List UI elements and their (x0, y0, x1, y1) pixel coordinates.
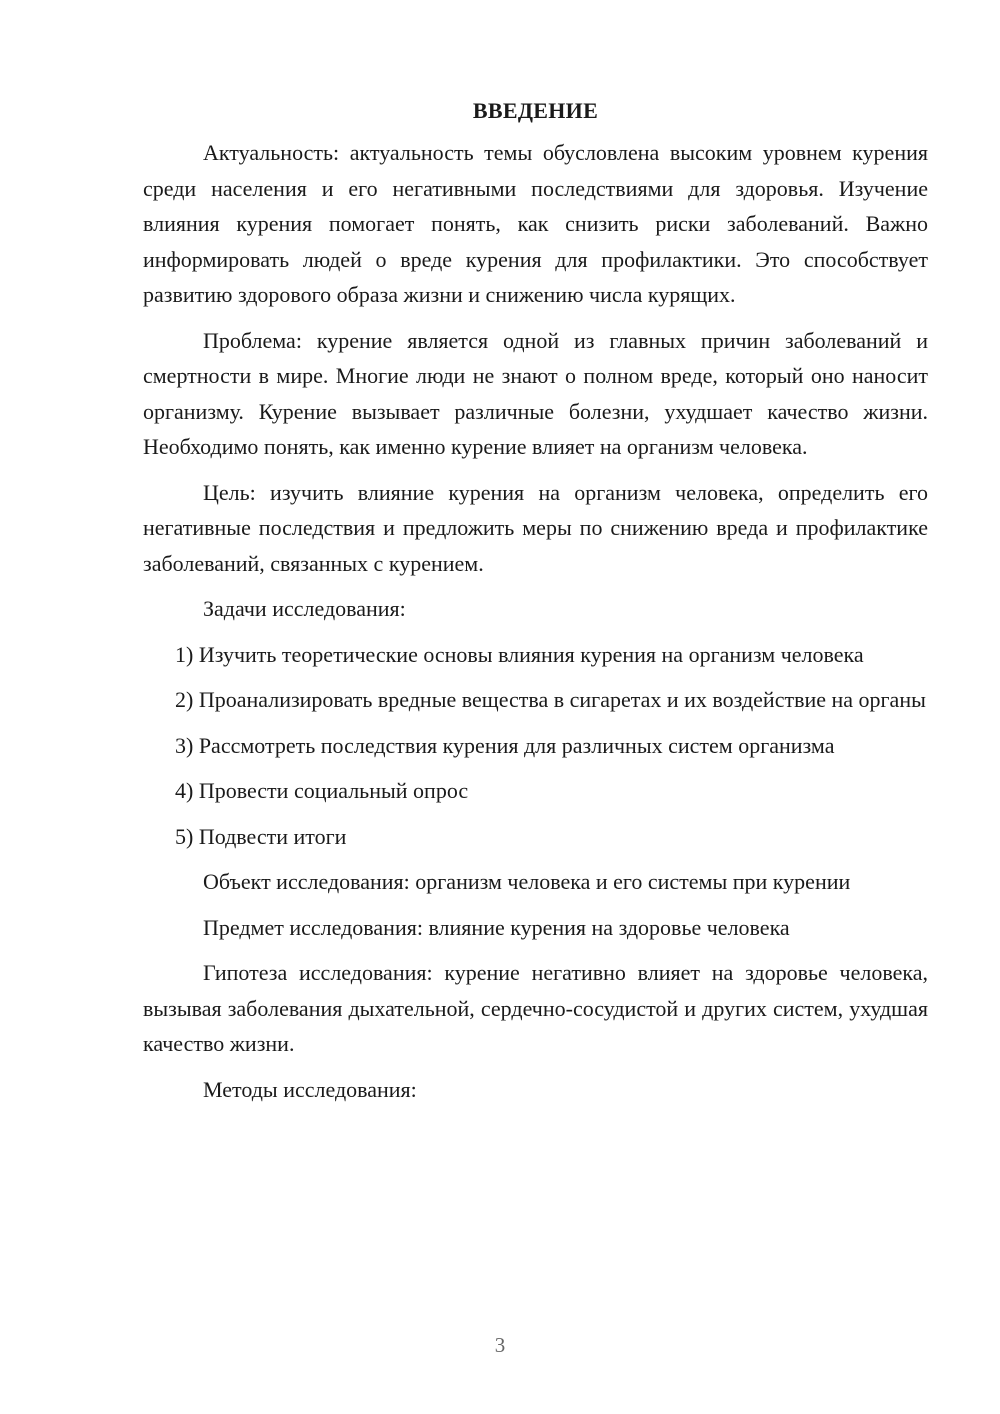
paragraph-hypothesis: Гипотеза исследования: курение негативно влияет на здоровье человека, вызывая заболевания дыхательной, сердечно-сосудистой и других систем, ухудшая качество жизни. (143, 960, 928, 1056)
task-item-1: 1) Изучить теоретические основы влияния курения на организм человека (175, 641, 864, 667)
task-item-5: 5) Подвести итоги (175, 823, 347, 849)
section-title: ВВЕДЕНИЕ (472, 98, 599, 123)
paragraph-object: Объект исследования: организм человека и его системы при курении (203, 869, 851, 894)
paragraph-relevance: Актуальность: актуальность темы обусловлена высоким уровнем курения среди населения и его негативными последствиями для здоровья. Изучение влияния курения помогает понять, как снизить риски заболеваний. Важно информировать людей о вреде курения для профилактики. Это способствует развитию здорового образа жизни и снижению числа курящих. (143, 140, 928, 307)
document-body (143, 92, 928, 1117)
task-item-2: 2) Проанализировать вредные вещества в сигаретах и их воздействие на органы (175, 687, 926, 712)
paragraph-subject: Предмет исследования: влияние курения на здоровье человека (203, 914, 790, 940)
task-item-4: 4) Провести социальный опрос (175, 778, 469, 803)
paragraph-methods: Методы исследования: (203, 1076, 417, 1102)
task-item-3: 3) Рассмотреть последствия курения для различных систем организма (175, 732, 835, 758)
page-number: 3 (494, 1333, 506, 1357)
paragraph-problem: Проблема: курение является одной из главных причин заболеваний и смертности в мире. Многие люди не знают о полном вреде, который оно наносит организму. Курение вызывает различные болезни, ухудшает качество жизни. Необходимо понять, как именно курение влияет на организм человека. (143, 327, 928, 459)
paragraph-tasks-heading: Задачи исследования: (203, 596, 406, 621)
paragraph-goal: Цель: изучить влияние курения на организм человека, определить его негативные последствия и предложить меры по снижению вреда и профилактике заболеваний, связанных с курением. (143, 479, 928, 576)
